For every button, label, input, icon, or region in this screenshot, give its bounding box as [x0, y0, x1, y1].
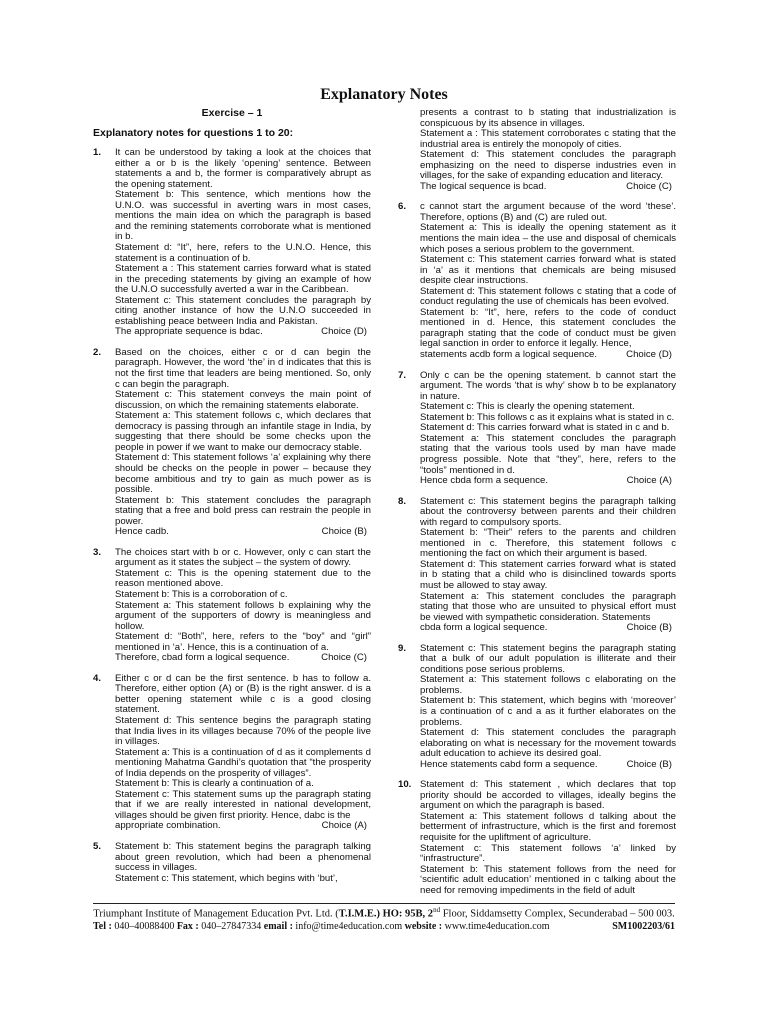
explanation-line: Statement a: This statement follows b explaining why the argument of the supporters of dowry is meaningless and hollow. — [115, 599, 371, 632]
explanation-line: Statement c: This statement follows ‘a’ linked by “infrastructure”. — [420, 842, 676, 865]
explanation-line: Statement d: “Both”, here, refers to the “boy” and “girl” mentioned in ‘a’. Hence, this is a continuation of a. — [115, 631, 371, 653]
email-link[interactable]: info@time4education.com — [295, 921, 403, 932]
website-link[interactable]: www.time4education.com — [444, 921, 550, 932]
right-column — [398, 108, 676, 906]
explanation-line: Either c or d can be the first sentence. b has to follow a. Therefore, either option (A) or (B) is the right answer. d is a better opening statement while c is a good closing statement. — [115, 672, 371, 716]
right-items-list — [398, 202, 676, 896]
answer-sequence: appropriate combination. — [115, 820, 221, 832]
answer-choice: Choice (B) — [321, 526, 367, 538]
footer-address-tail: Floor, Siddamsetty Complex, Secunderabad – 500 003. — [440, 908, 675, 920]
footer-sup: nd — [433, 906, 441, 914]
explanation-line: Statement a: This statement follows c, which declares that democracy is passing through an infantile stage in India, by suggesting that there should be some checks upon the people in power if we want to make our democracy stable. — [115, 410, 371, 453]
answer-choice: Choice (C) — [321, 652, 367, 664]
explanation-line: Statement b: This statement concludes the paragraph stating that a free and bold press can restrain the people in power. — [115, 494, 371, 527]
answer-choice: Choice (A) — [626, 475, 672, 487]
footer-address — [93, 906, 675, 920]
explanation-line: Statement c: This is the opening statement due to the reason mentioned above. — [115, 567, 371, 590]
explanation-line: Statement b: “Their” refers to the parents and children mentioned in c. Therefore, this statement follows c mentioning the fact on which their argument is based. — [420, 527, 676, 560]
answer-choice: Choice (B) — [626, 758, 672, 770]
answer-choice: Choice (D) — [626, 349, 672, 361]
footer-rule — [93, 903, 675, 904]
explanation-line: Statement d: This carries forward what is stated in c and b. — [420, 422, 670, 434]
exercise-subheading: Explanatory notes for questions 1 to 20: — [93, 126, 294, 139]
question-number: 9. — [398, 642, 407, 654]
question-1-note — [93, 148, 371, 338]
page-title: Explanatory Notes — [320, 86, 448, 103]
explanation-line: Statement c: This statement begins the paragraph stating that a bulk of our adult population is illiterate and their conditions pose serious problems. — [420, 642, 676, 675]
question-number: 7. — [398, 369, 407, 381]
tel-number: 040–40088400 — [114, 921, 175, 932]
answer-line — [420, 760, 676, 771]
question-8-note — [398, 497, 676, 634]
fax-number: 040–27847334 — [201, 921, 262, 932]
answer-line — [420, 182, 676, 193]
question-5-continuation — [398, 108, 676, 192]
footer-abbr: T.I.M.E. — [338, 908, 377, 920]
answer-choice: Choice (D) — [321, 326, 367, 338]
explanation-line: presents a contrast to b stating that industrialization is conspicuous by its absence in villages. — [420, 107, 676, 129]
explanation-line: Statement b: This statement, which begins with ‘moreover’ is a continuation of c and a as it further elaborates on the problems. — [420, 695, 676, 728]
explanation-line: Statement a: This is a continuation of d as it complements d mentioning Mahatma Gandhi’s quotation that “the prosperity of India depends on the prosperity of villages”. — [115, 746, 371, 779]
footer-contact-line — [93, 921, 550, 932]
explanation-line: Statement d: “It”, here, refers to the U.N.O. Hence, this statement is a continuation of b. — [115, 242, 371, 264]
question-number: 4. — [93, 672, 102, 684]
explanation-line: Statement a: This statement concludes the paragraph stating that those who are unsuited to physical effort must be viewed with sympathetic consideration. Statements — [420, 590, 676, 623]
explanation-line: Statement b: “It”, here, refers to the code of conduct mentioned in d. Hence, this statement concludes the paragraph stating that the code of conduct must be given legal sanction in order to enforce it legally. Hence, — [420, 306, 676, 350]
explanation-line: Statement c: This statement conveys the main point of discussion, on which the remaining statements elaborate. — [115, 389, 371, 411]
explanation-line: Statement d: This statement concludes the paragraph emphasizing on the need to disperse industries even in villages, for the sake of expanding education and literacy. — [420, 149, 676, 182]
answer-choice: Choice (A) — [321, 820, 367, 832]
explanation-line: The choices start with b or c. However, only c can start the argument as it states the subject – the system of dowry. — [115, 546, 371, 569]
answer-sequence: Hence cbda form a sequence. — [420, 475, 548, 487]
tel-label: Tel : — [93, 921, 112, 932]
answer-choice: Choice (C) — [626, 180, 672, 192]
explanation-line: Statement a : This statement corroborates c stating that the industrial area is entirely the monopoly of cities. — [420, 128, 676, 150]
explanation-line: Statement b: This statement follows from the need for ‘scientific adult education’ mentioned in c talking about the need for removing impediments in the field of adult — [420, 863, 676, 896]
question-5-note — [93, 842, 371, 884]
answer-sequence: Therefore, cbad form a logical sequence. — [115, 652, 290, 664]
answer-sequence: Hence cadb. — [115, 526, 169, 538]
explanation-line: It can be understood by taking a look at the choices that either a or b is the likely ‘opening’ sentence. Between statements a and b, the former is comparatively abrupt as the opening statement. — [115, 147, 371, 190]
footer-company: Triumphant Institute of Management Education Pvt. Ltd. ( — [93, 908, 339, 920]
explanation-line: Based on the choices, either c or d can begin the paragraph. However, the word ‘the’ in d indicates that this is not the first time that leaders are being mentioned. So, only c can begin the paragraph. — [115, 346, 371, 390]
answer-sequence: statements acdb form a logical sequence. — [420, 349, 598, 361]
question-10-note — [398, 780, 676, 896]
document-code: SM1002203/61 — [612, 921, 675, 932]
explanation-line: Statement b: This is clearly a continuation of a. — [115, 778, 314, 790]
website-label: website : — [404, 921, 443, 932]
answer-line — [420, 476, 676, 487]
question-number: 2. — [93, 346, 102, 358]
answer-sequence: cbda form a logical sequence. — [420, 622, 548, 634]
question-6-note — [398, 202, 676, 360]
question-3-note — [93, 548, 371, 664]
answer-line — [115, 327, 371, 338]
explanation-line: Statement d: This statement carries forward what is stated in b stating that a child who is disinclined towards sports must be allowed to stay away. — [420, 558, 676, 591]
question-9-note — [398, 644, 676, 771]
explanation-line: Statement b: This sentence, which mentions how the U.N.O. was successful in averting wars in most cases, mentions the main idea on which the paragraph is based and the remining statements corroborate what is mentioned in b. — [115, 189, 371, 243]
question-number: 8. — [398, 495, 407, 507]
email-label: email : — [263, 921, 293, 932]
explanation-line: Statement b: This is a corroboration of c. — [115, 588, 288, 600]
fax-label: Fax : — [176, 921, 199, 932]
left-items-list — [93, 148, 371, 884]
answer-line — [115, 527, 371, 538]
explanation-line: Statement c: This statement concludes the paragraph by citing another instance of how the U.N.O succeeded in establishing peace between India and Pakistan. — [115, 294, 371, 327]
explanation-line: Statement a: This statement concludes the paragraph stating that the various tools used by man have made progress possible. Note that “they”, here, refers to the “tools” mentioned in d. — [420, 432, 676, 476]
answer-sequence: The appropriate sequence is bdac. — [115, 326, 263, 338]
exercise-heading: Exercise – 1 — [201, 107, 263, 119]
answer-line — [420, 623, 676, 634]
explanation-line: Statement c: This is clearly the opening statement. — [420, 401, 635, 413]
question-7-note — [398, 371, 676, 487]
explanation-line: Statement b: This follows c as it explains what is stated in c. — [420, 411, 675, 423]
question-number: 10. — [398, 779, 412, 791]
answer-choice: Choice (B) — [626, 622, 672, 634]
explanation-line: Only c can be the opening statement. b cannot start the argument. The words ‘that is why’ show b to be explanatory in nature. — [420, 369, 676, 402]
footer-contacts — [93, 921, 675, 932]
explanation-line: Statement d: This sentence begins the paragraph stating that India lives in its villages because 70% of the people live in villages. — [115, 714, 371, 748]
left-column — [93, 108, 371, 894]
explanation-line: Statement a: This statement follows c elaborating on the problems. — [420, 674, 676, 696]
explanation-line: Statement c: This statement carries forward what is stated in ‘a’ as it mentions that chemicals are being misused despite clear instructions. — [420, 254, 676, 287]
question-number: 5. — [93, 841, 102, 852]
answer-line — [420, 350, 676, 361]
answer-sequence: The logical sequence is bcad. — [420, 180, 547, 192]
explanation-line: Statement a: This is ideally the opening statement as it mentions the main idea – the use and disposal of chemicals which poses a serious problem to the government. — [420, 222, 676, 255]
footer-ho: ) HO: 95B, 2 — [376, 908, 434, 920]
explanation-line: Statement b: This statement begins the paragraph talking about green revolution, which had been a phenomenal success in villages. — [115, 841, 371, 874]
answer-line — [115, 653, 371, 664]
question-2-note — [93, 348, 371, 538]
explanation-line: Statement d: This statement , which declares that top priority should be accorded to villages, ideally begins the argument on which the paragraph is based. — [420, 779, 676, 812]
explanation-line: Statement c: This statement begins the paragraph talking about the controversy between parents and their children with regard to compulsory sports. — [420, 495, 676, 528]
question-4-note — [93, 674, 371, 832]
explanation-line: c cannot start the argument because of the word ‘these’. Therefore, options (B) and (C) are ruled out. — [420, 201, 676, 223]
explanation-line: Statement d: This statement follows c stating that a code of conduct regulating the use of chemicals has been evolved. — [420, 285, 676, 308]
answer-line — [115, 821, 371, 832]
explanation-line: Statement a : This statement carries forward what is stated in the preceding statements by giving an example of how the U.N.O successfully averted a war in the Caribbean. — [115, 263, 371, 296]
explanation-line: Statement a: This statement follows d talking about the betterment of infrastructure, which is the first and foremost requisite for the upliftment of agriculture. — [420, 810, 676, 843]
explanation-line: Statement d: This statement concludes the paragraph elaborating on what is necessary for the movement towards adult education to achieve its desired goal. — [420, 727, 676, 760]
question-number: 1. — [93, 147, 102, 159]
explanation-line: Statement c: This statement sums up the paragraph stating that if we are really interested in national development, villages should be given first priority. Hence, dabc is the — [115, 788, 371, 821]
question-number: 6. — [398, 201, 407, 213]
explanation-line: Statement d: This statement follows ‘a’ explaining why there should be checks on the people in power – because they become ambitious and try to gain as much power as is possible. — [115, 452, 371, 496]
explanation-line: Statement c: This statement, which begins with ‘but’, — [115, 872, 338, 884]
answer-sequence: Hence statements cabd form a sequence. — [420, 758, 598, 770]
question-number: 3. — [93, 546, 102, 558]
